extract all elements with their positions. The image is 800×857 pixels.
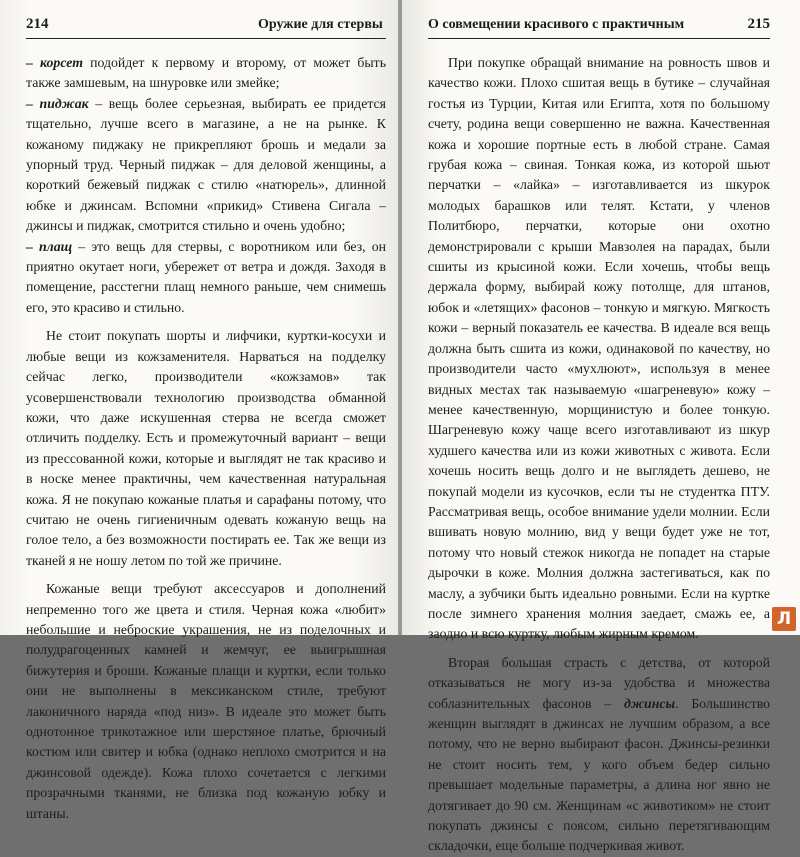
paragraph-body: Не стоит покупать шорты и лифчики, куртки-косухи и любые вещи из кожзаменителя. Нарваться на подделку сейчас легко, производители «кожзамов» так усовершенствовали технологию производства обманной кожи, что даже искушенная стерва не всегда сможет отличить подделку. Есть и промежуточный вариант – вещи из прессованной кожи, которые и выглядят не так красиво и в носке менее практичны, чем качественная натуральная кожа. Я не покупаю кожаные платья и сарафаны потому, что считаю не очень гигиеничным одевать кожаную вещь на голое тело, а без возможности постирать ее. Так же вещи из тканей я не ношу летом по той же причине. (26, 328, 386, 568)
paragraph-dzhinsy: Вторая большая страсть с детства, от которой отказываться не могу из-за удобства и множества соблазнительных фасонов – джинсы. Большинство женщин выглядят в джинсах не лучшим образом, а все потому, что не верно выбирают фасон. Джинсы-резинки не стоит носить тем, у кого объем бедер сильно превышает модельные параметры, а длина ног явно не дотягивает до 90 см. Женщинам «с животиком» не стоит покупать джинсы с поясом, сильно перетягивающим складочки, еще больше подчеркивая живот. (428, 654, 771, 854)
left-page-header (26, 16, 386, 36)
left-header-rule (26, 38, 386, 39)
left-page-number: 214 (26, 16, 49, 32)
paragraph-korset: – корсет подойдет к первому и второму, от может быть также замшевым, на шнуровке или змейке; (26, 55, 386, 91)
right-running-title: О совмещении красивого с практичным (428, 17, 685, 32)
paragraph-body: Кожаные вещи требуют аксессуаров и дополнений непременно того же цвета и стиля. Черная кожа «любит» небольшие и неброские украшения, не из поделочных и полудрагоценных камней и жемчуг, ее выигрышная бижутерия и броши. Кожаные плащи и куртки, если только они не выполнены в мексиканском стиле, требуют лаконичного наряда «под низ». В идеале это может быть однотонное трикотажное или шерстяное платье, брючный костюм или свитер и юбка (однако неплохо смотрится и на джинсовой одежде). Кожа плохо сочетается с легкими прозрачными тканями, не близка под кожаную юбку и штаны. (26, 581, 386, 821)
emphasis-term: джинсы (624, 695, 676, 711)
right-page-text (428, 53, 770, 857)
right-page-header (428, 16, 770, 36)
left-page-text (26, 53, 386, 824)
paragraph-pidzhak: – пиджак – вещь более серьезная, выбирать ее придется тщательно, лучше всего в магазине, а не на рынке. К кожаному пиджаку не прикрепляют брошь и медали за упорный труд. Черный пиджак – для деловой женщины, а короткий бежевый пиджак с стилю «натюрель», длинной юбке и джинсам. Вспомни «прикид» Стивена Сигала – джинсы и пиджак, смотрится стильно и очень удобно; (26, 95, 386, 234)
right-page-number: 215 (747, 16, 770, 32)
left-page (0, 0, 398, 821)
paragraph-plashch: – плащ – это вещь для стервы, с воротником или без, он приятно окутает ноги, убережет от ветра и дождя. Заходя в помещение, расстегни плащ немного раньше, чем снимешь его, это красиво и стильно. (26, 238, 386, 315)
paragraph-body: При покупке обращай внимание на ровность швов и качество кожи. Плохо сшитая вещь в бутике – случайная гостья из Турции, Китая или Египта, хотя по большому счету, родина вещи совершенно не важна. Качественная кожа и хорошие портные есть в любой стране. Самая грубая кожа – свиная. Тонкая кожа, из которой шьют перчатки – «лайка» – изготавливается из шкурок молодых барашков или телят. Кстати, у членов Политбюро, перчатки, которые они охотно демонстрировали с крыши Мавзолея на парадах, были сшиты из крысиной кожи. Если хочешь, чтобы вещь держала форму, выбирай кожу потолще, для штанов, юбок и «летящих» фасонов – тонкую и мягкую. Мягкость кожи – верный показатель ее качества. В идеале вся вещь должна быть сшита из кожи, одинаковой по качеству, но производители часто «мухлюют», используя в менее видных местах так называемую «шагреневую» кожу – менее качественную, морщинистую и более тонкую. Шагреневую кожу чаще всего изготавливают из шкур худшего качества или из кожи животных с живота. Если хочешь носить вещь долго и не выглядеть дешево, не покупай модели из кусочков, если ты не студентка ПТУ. Рассматривая вещь, особое внимание удели молнии. Если вшивать новую молнию, вид у вещи будет уже не тот, потому что новый стежок никогда не попадет на старые дырочки в коже. Молния должна застегиваться, как по маслу, а зубчики быть идеально ровными. Если на куртке после зимнего хранения молния заедает, смажь ее, а заодно и всю куртку, любым жирным кремом. (428, 55, 770, 642)
right-header-rule (428, 38, 770, 39)
left-running-title: Оружие для стервы (258, 17, 383, 32)
publisher-logo-icon: Л (772, 607, 796, 631)
right-page (402, 0, 800, 854)
